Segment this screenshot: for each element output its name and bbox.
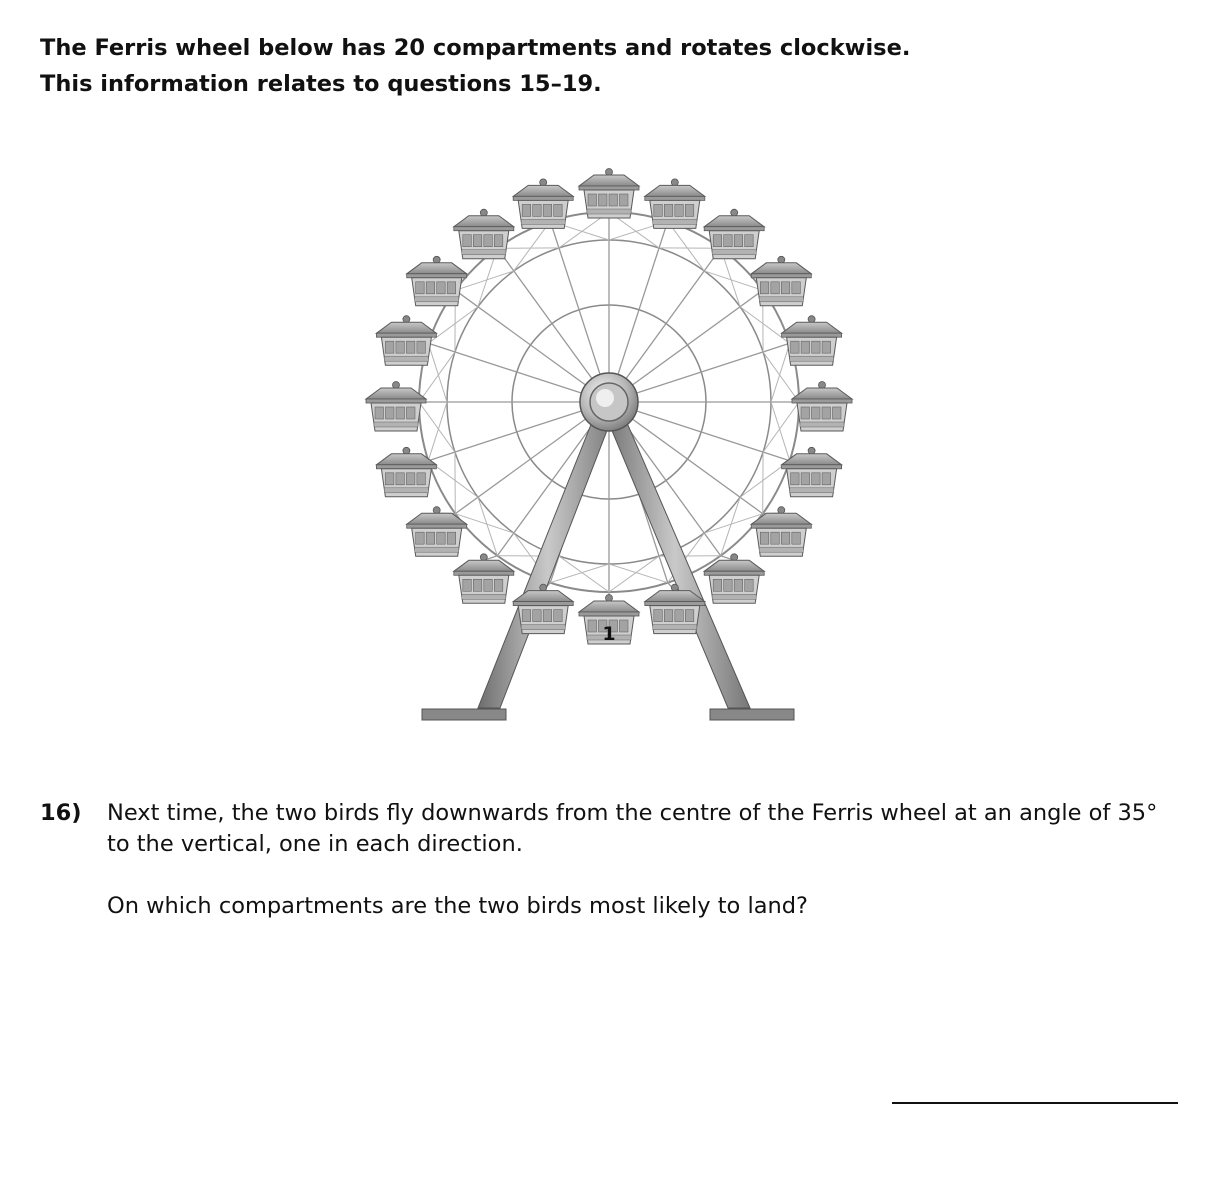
compartment bbox=[751, 256, 811, 306]
intro-line-1: The Ferris wheel below has 20 compartments and rotates clockwise. bbox=[40, 35, 911, 61]
compartment bbox=[513, 584, 573, 634]
ferris-wheel-figure bbox=[330, 160, 890, 730]
question-ask: On which compartments are the two birds most likely to land? bbox=[107, 893, 808, 919]
wheel-hub bbox=[580, 373, 638, 431]
answer-line[interactable] bbox=[892, 1102, 1178, 1104]
compartment bbox=[407, 256, 467, 306]
compartment bbox=[513, 179, 573, 229]
compartment bbox=[782, 316, 842, 366]
compartment bbox=[704, 209, 764, 259]
compartment-1-label: 1 bbox=[602, 623, 616, 645]
compartment bbox=[645, 179, 705, 229]
compartment bbox=[579, 169, 639, 219]
compartment bbox=[366, 382, 426, 432]
question-number: 16) bbox=[40, 800, 82, 826]
compartment bbox=[454, 209, 514, 259]
compartment bbox=[376, 316, 436, 366]
intro-text bbox=[40, 30, 910, 102]
intro-line-2: This information relates to questions 15–19. bbox=[40, 71, 602, 97]
question-text: Next time, the two birds fly downwards from the centre of the Ferris wheel at an angle of 35° to the vertical, one in each direction. bbox=[107, 800, 1158, 857]
compartment bbox=[579, 595, 639, 646]
compartment bbox=[792, 382, 852, 432]
